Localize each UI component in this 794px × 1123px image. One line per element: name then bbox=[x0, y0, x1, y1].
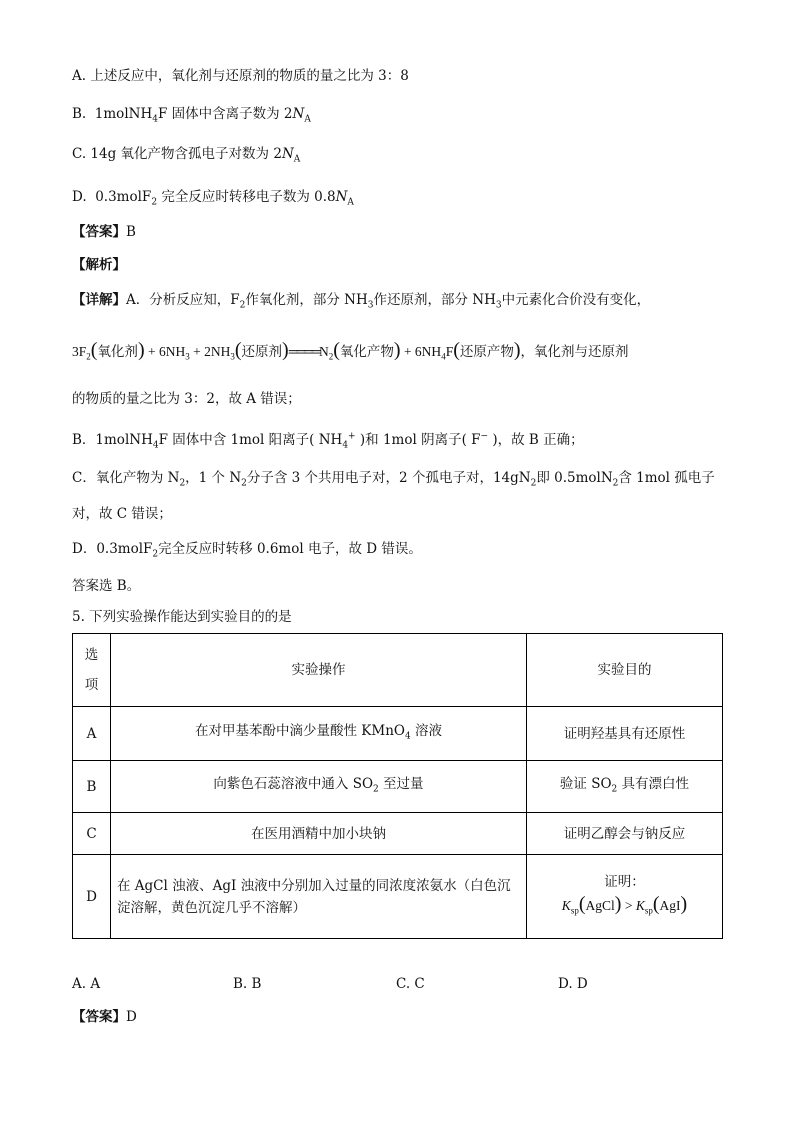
answer-q5 bbox=[72, 1007, 137, 1027]
row-d-purpose: 证明： $K_{sp}(AgCl) > K_{sp}(AgI)$ bbox=[527, 855, 723, 939]
option-b-prev: B. 1molNH$_4$F 固体中含离子数为 $2N_A$ bbox=[72, 106, 311, 125]
choice-b: B. B bbox=[233, 976, 262, 992]
detail-line-1: 【详解】A．分析反应知，$F_2$作氧化剂，部分 $NH_3$作还原剂，部分 $NH_3$中元素化合价没有变化， bbox=[72, 292, 651, 311]
row-b-operation: 向紫色石蕊溶液中通入 $SO_2$ 至过量 bbox=[111, 761, 527, 813]
question5-table bbox=[72, 633, 723, 939]
table-row bbox=[73, 761, 723, 813]
row-a-option: A bbox=[73, 707, 111, 761]
option-d-prev: D. 0.3molF$_2$ 完全反应时转移电子数为 $0.8N_A$ bbox=[72, 189, 354, 208]
row-d-operation: 在 AgCl 浊液、AgI 浊液中分别加入过量的同浓度浓氨水（白色沉淀溶解，黄色沉淀几乎不溶解） bbox=[111, 855, 527, 939]
answer-q5-label: 【答案】 bbox=[72, 1009, 126, 1025]
answer-prev-label: 【答案】 bbox=[72, 224, 126, 240]
detail-line-c2: 对，故 C 错误； bbox=[72, 506, 172, 522]
table-header-row bbox=[73, 634, 723, 707]
answer-prev-value: B bbox=[126, 224, 136, 240]
row-c-purpose: 证明乙醇会与钠反应 bbox=[527, 813, 723, 855]
row-c-option: C bbox=[73, 813, 111, 855]
row-b-purpose: 验证 $SO_2$ 具有漂白性 bbox=[527, 761, 723, 813]
row-a-operation: 在对甲基苯酚中滴少量酸性 KMnO$_4$ 溶液 bbox=[111, 707, 527, 761]
detail-line-b: B．1molNH$_4$F 固体中含 1mol 阳离子( $NH_4^+$ )和 1mol 阴离子( F− )，故 B 正确； bbox=[72, 431, 584, 451]
row-c-operation: 在医用酒精中加小块钠 bbox=[111, 813, 527, 855]
answer-prev bbox=[72, 222, 136, 242]
table-row bbox=[73, 813, 723, 855]
detail-conclusion: 答案选 B。 bbox=[72, 578, 141, 594]
option-c-prev: C. 14g 氧化产物含孤电子对数为 $2N_A$ bbox=[72, 146, 301, 165]
question5-stem: 5. 下列实验操作能达到实验目的的是 bbox=[72, 609, 292, 625]
reaction-equation: $3F_2$(氧化剂) + $6NH_3 + 2NH_3$(还原剂)$════N_2$(氧化产物) + $6NH_4F$(还原产物)，氧化剂与还原剂 bbox=[72, 339, 629, 362]
answer-q5-value: D bbox=[126, 1009, 137, 1025]
option-a-prev: A. 上述反应中，氧化剂与还原剂的物质的量之比为 3：8 bbox=[72, 68, 409, 84]
analysis-label: 【解析】 bbox=[72, 257, 126, 273]
detail-line-d: D．0.3molF$_2$完全反应时转移 0.6mol 电子，故 D 错误。 bbox=[72, 541, 422, 560]
row-b-option: B bbox=[73, 761, 111, 813]
detail-line-c1: C．氧化产物为 $N_2$，1 个 $N_2$分子含 3 个共用电子对，2 个孤电子对，$14gN_2$即 0.5molN$_2$含 1mol 孤电子 bbox=[72, 470, 715, 489]
table-row bbox=[73, 855, 723, 939]
table-row bbox=[73, 707, 723, 761]
choice-d: D. D bbox=[558, 976, 588, 992]
equation-tail: ，氧化剂与还原剂 bbox=[520, 344, 629, 359]
header-option: 选项 bbox=[73, 634, 111, 707]
header-operation: 实验操作 bbox=[111, 634, 527, 707]
choice-a: A. A bbox=[72, 976, 101, 992]
choice-c: C. C bbox=[396, 976, 425, 992]
row-d-option: D bbox=[73, 855, 111, 939]
header-purpose: 实验目的 bbox=[527, 634, 723, 707]
row-a-purpose: 证明羟基具有还原性 bbox=[527, 707, 723, 761]
detail-line-2: 的物质的量之比为 3：2，故 A 错误； bbox=[72, 391, 301, 407]
